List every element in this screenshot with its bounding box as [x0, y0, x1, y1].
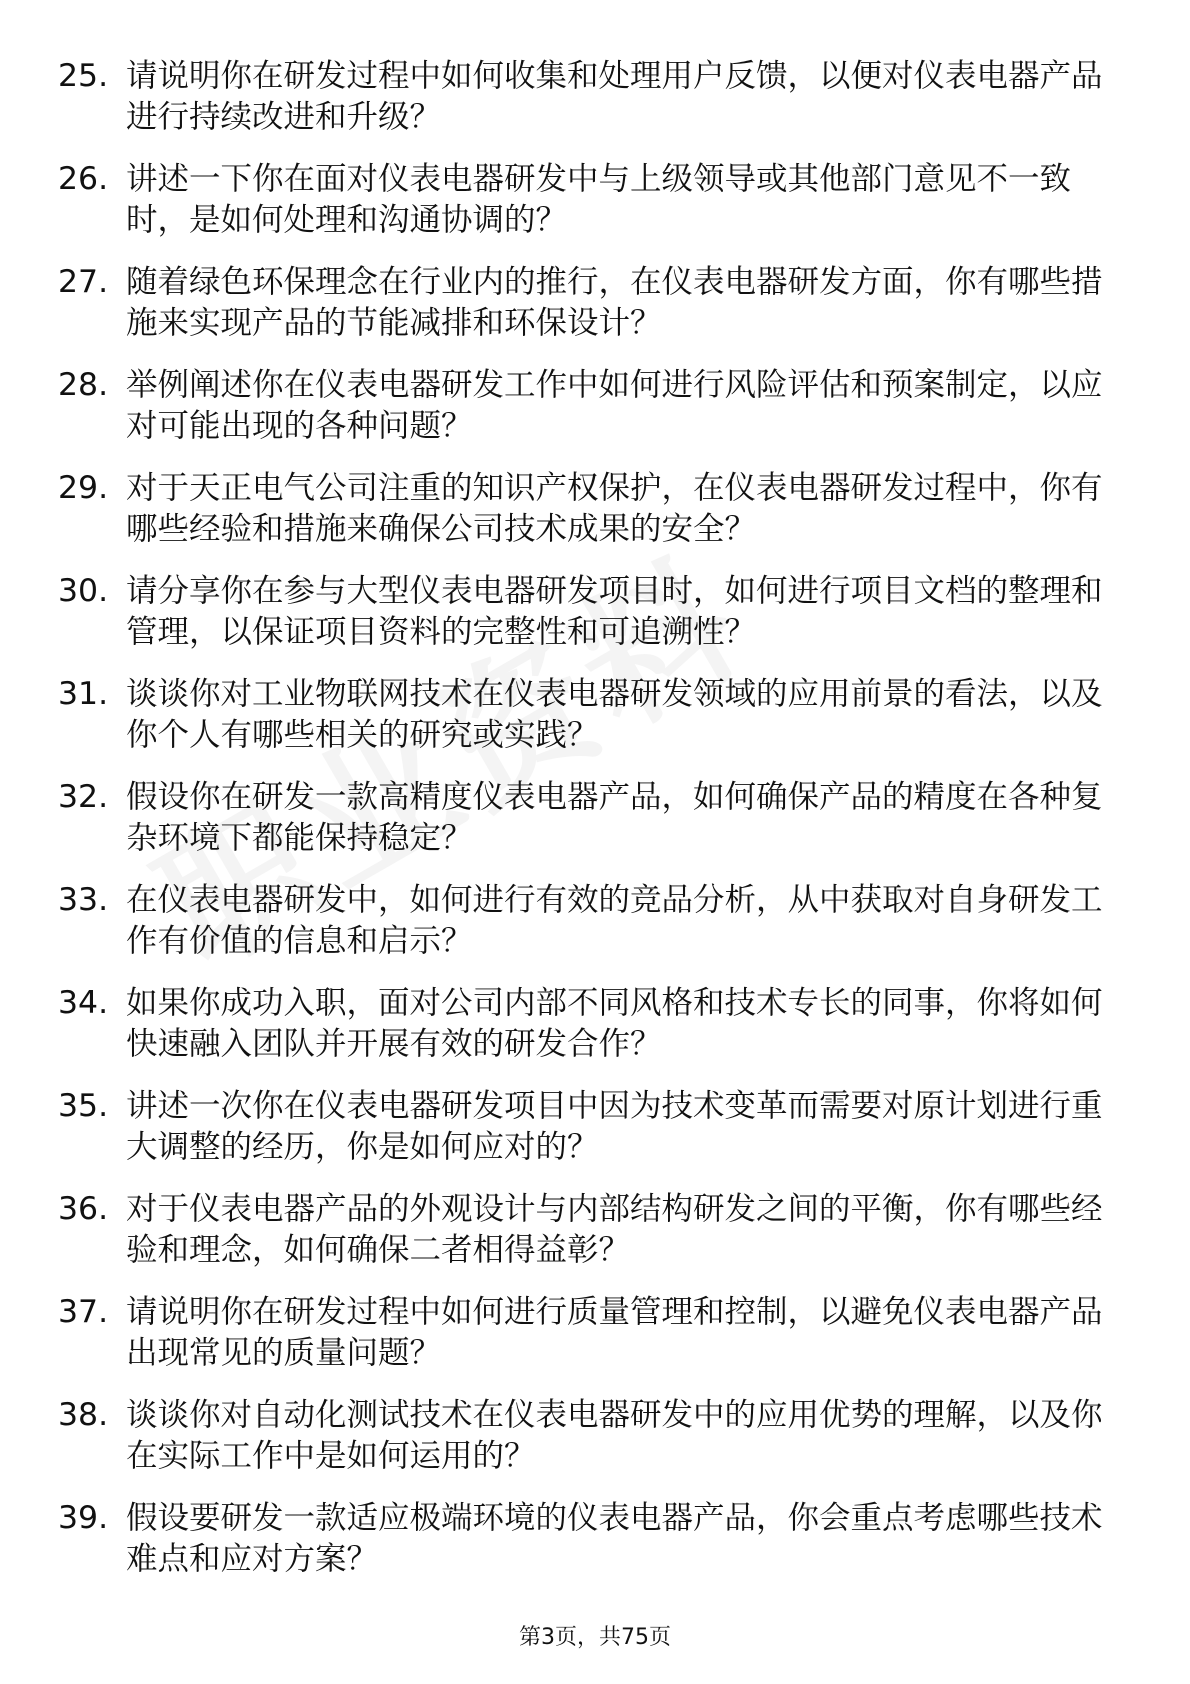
question-number: 29.	[58, 470, 109, 506]
question-text: 请说明你在研发过程中如何收集和处理用户反馈，以便对仪表电器产品进行持续改进和升级？	[126, 58, 1103, 135]
question-text: 讲述一次你在仪表电器研发项目中因为技术变革而需要对原计划进行重大调整的经历，你是如何应对的？	[126, 1088, 1103, 1165]
question-item	[58, 1498, 1138, 1601]
question-item	[58, 880, 1138, 983]
question-text: 举例阐述你在仪表电器研发工作中如何进行风险评估和预案制定，以应对可能出现的各种问题？	[126, 367, 1103, 444]
question-text: 随着绿色环保理念在行业内的推行，在仪表电器研发方面，你有哪些措施来实现产品的节能减排和环保设计？	[126, 264, 1103, 341]
question-number: 39.	[58, 1500, 109, 1536]
question-number: 32.	[58, 779, 109, 815]
page-number-label: 第3页，共75页	[519, 1625, 671, 1650]
question-text: 在仪表电器研发中，如何进行有效的竞品分析，从中获取对自身研发工作有价值的信息和启示？	[126, 882, 1103, 959]
question-text: 对于天正电气公司注重的知识产权保护，在仪表电器研发过程中，你有哪些经验和措施来确保公司技术成果的安全？	[126, 470, 1103, 547]
question-item	[58, 262, 1138, 365]
question-number: 31.	[58, 676, 109, 712]
question-number: 25.	[58, 58, 109, 94]
question-text: 谈谈你对自动化测试技术在仪表电器研发中的应用优势的理解，以及你在实际工作中是如何运用的？	[126, 1397, 1103, 1474]
question-item	[58, 1395, 1138, 1498]
question-number: 35.	[58, 1088, 109, 1124]
question-text: 讲述一下你在面对仪表电器研发中与上级领导或其他部门意见不一致时，是如何处理和沟通协调的？	[126, 161, 1072, 238]
question-number: 27.	[58, 264, 109, 300]
question-item	[58, 1086, 1138, 1189]
question-item	[58, 365, 1138, 468]
question-item	[58, 1189, 1138, 1292]
question-number: 36.	[58, 1191, 109, 1227]
question-item	[58, 56, 1138, 159]
question-number: 34.	[58, 985, 109, 1021]
question-number: 37.	[58, 1294, 109, 1330]
question-item	[58, 468, 1138, 571]
question-text: 如果你成功入职，面对公司内部不同风格和技术专长的同事，你将如何快速融入团队并开展有效的研发合作？	[126, 985, 1103, 1062]
question-item	[58, 571, 1138, 674]
question-number: 33.	[58, 882, 109, 918]
question-text: 假设你在研发一款高精度仪表电器产品，如何确保产品的精度在各种复杂环境下都能保持稳定？	[126, 779, 1103, 856]
question-text: 请说明你在研发过程中如何进行质量管理和控制，以避免仪表电器产品出现常见的质量问题？	[126, 1294, 1103, 1371]
question-number: 28.	[58, 367, 109, 403]
question-number: 30.	[58, 573, 109, 609]
question-item	[58, 1292, 1138, 1395]
question-item	[58, 983, 1138, 1086]
question-text: 请分享你在参与大型仪表电器研发项目时，如何进行项目文档的整理和管理，以保证项目资料的完整性和可追溯性？	[126, 573, 1103, 650]
page-footer	[0, 1620, 1190, 1651]
question-number: 26.	[58, 161, 109, 197]
question-item	[58, 777, 1138, 880]
question-text: 谈谈你对工业物联网技术在仪表电器研发领域的应用前景的看法，以及你个人有哪些相关的研究或实践？	[126, 676, 1103, 753]
question-text: 对于仪表电器产品的外观设计与内部结构研发之间的平衡，你有哪些经验和理念，如何确保二者相得益彰？	[126, 1191, 1103, 1268]
question-item	[58, 674, 1138, 777]
question-list	[58, 56, 1138, 1601]
question-number: 38.	[58, 1397, 109, 1433]
question-item	[58, 159, 1138, 262]
question-text: 假设要研发一款适应极端环境的仪表电器产品，你会重点考虑哪些技术难点和应对方案？	[126, 1500, 1103, 1577]
